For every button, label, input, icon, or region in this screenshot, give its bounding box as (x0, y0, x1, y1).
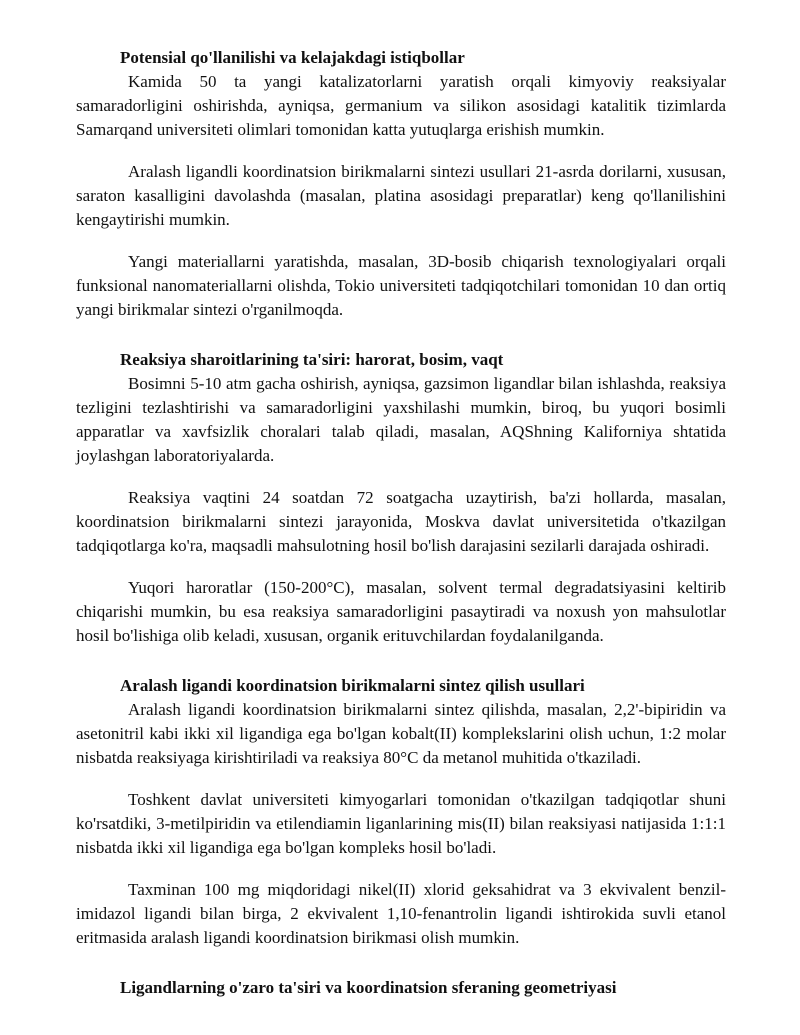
paragraph-temperature: Yuqori haroratlar (150-200°C), masalan, solvent termal degradatsiyasini keltirib chiqarishi mumkin, bu esa reaksiya samaradorligini pasaytiradi va noxush yon mahsulotlar hosil bo'lishiga olib keladi, xususan, organik erituvchilardan foydalanilganda. (76, 578, 726, 645)
section-heading-conditions: Reaksiya sharoitlarining ta'siri: harorat, bosim, vaqt (120, 350, 504, 369)
section-heading-synthesis-methods: Aralash ligandi koordinatsion birikmalarni sintez qilish usullari (120, 676, 585, 695)
paragraph-catalysts: Kamida 50 ta yangi katalizatorlarni yaratish orqali kimyoviy reaksiyalar samaradorligini oshirishda, ayniqsa, germanium va silikon asosidagi katalitik tizimlarda Samarqand universiteti olimlari tomonidan katta yutuqlarga erishish mumkin. (76, 72, 726, 139)
section-heading-ligand-interaction: Ligandlarning o'zaro ta'siri va koordinatsion sferaning geometriyasi (120, 978, 617, 997)
paragraph-pressure: Bosimni 5-10 atm gacha oshirish, ayniqsa, gazsimon ligandlar bilan ishlashda, reaksiya tezligini tezlashtirishi va samaradorligini yaxshilashi mumkin, biroq, bu yuqori bosimli apparatlar va xavfsizlik choralari talab qiladi, masalan, AQShning Kaliforniya shtatida joylashgan laboratoriyalarda. (76, 374, 726, 465)
document-page (76, 46, 726, 1000)
paragraph-time: Reaksiya vaqtini 24 soatdan 72 soatgacha uzaytirish, ba'zi hollarda, masalan, koordinatsion birikmalarni sintezi jarayonida, Moskva davlat universitetida o'tkazilgan tadqiqotlarga ko'ra, maqsadli mahsulotning hosil bo'lish darajasini sezilarli darajada oshiradi. (76, 488, 726, 555)
paragraph-copper-complex: Toshkent davlat universiteti kimyogarlari tomonidan o'tkazilgan tadqiqotlar shuni ko'rsatdiki, 3-metilpiridin va etilendiamin liganlarining mis(II) bilan reaksiyasi natijasida 1:1:1 nisbatda ikki xil ligandiga ega bo'lgan kompleks hosil bo'ladi. (76, 790, 726, 857)
paragraph-drugs: Aralash ligandli koordinatsion birikmalarni sintezi usullari 21-asrda dorilarni, xususan, saraton kasalligini davolashda (masalan, platina asosidagi preparatlar) keng qo'llanilishini kengaytirishi mumkin. (76, 162, 726, 229)
paragraph-nickel-complex: Taxminan 100 mg miqdoridagi nikel(II) xlorid geksahidrat va 3 ekvivalent benzil-imidazol ligandi bilan birga, 2 ekvivalent 1,10-fenantrolin ligandi ishtirokida suvli etanol eritmasida aralash ligandi koordinatsion birikmasi olish mumkin. (76, 880, 726, 947)
paragraph-materials: Yangi materiallarni yaratishda, masalan, 3D-bosib chiqarish texnologiyalari orqali funksional nanomateriallarni olishda, Tokio universiteti tadqiqotchilari tomonidan 10 dan ortiq yangi birikmalar sintezi o'rganilmoqda. (76, 252, 726, 319)
paragraph-cobalt-complex: Aralash ligandi koordinatsion birikmalarni sintez qilishda, masalan, 2,2'-bipiridin va asetonitril kabi ikki xil ligandiga ega bo'lgan kobalt(II) komplekslarini olish uchun, 1:2 molar nisbatda reaksiyaga kirishtiriladi va reaksiya 80°C da metanol muhitida o'tkaziladi. (76, 700, 726, 767)
section-heading-applications: Potensial qo'llanilishi va kelajakdagi istiqbollar (120, 48, 465, 67)
